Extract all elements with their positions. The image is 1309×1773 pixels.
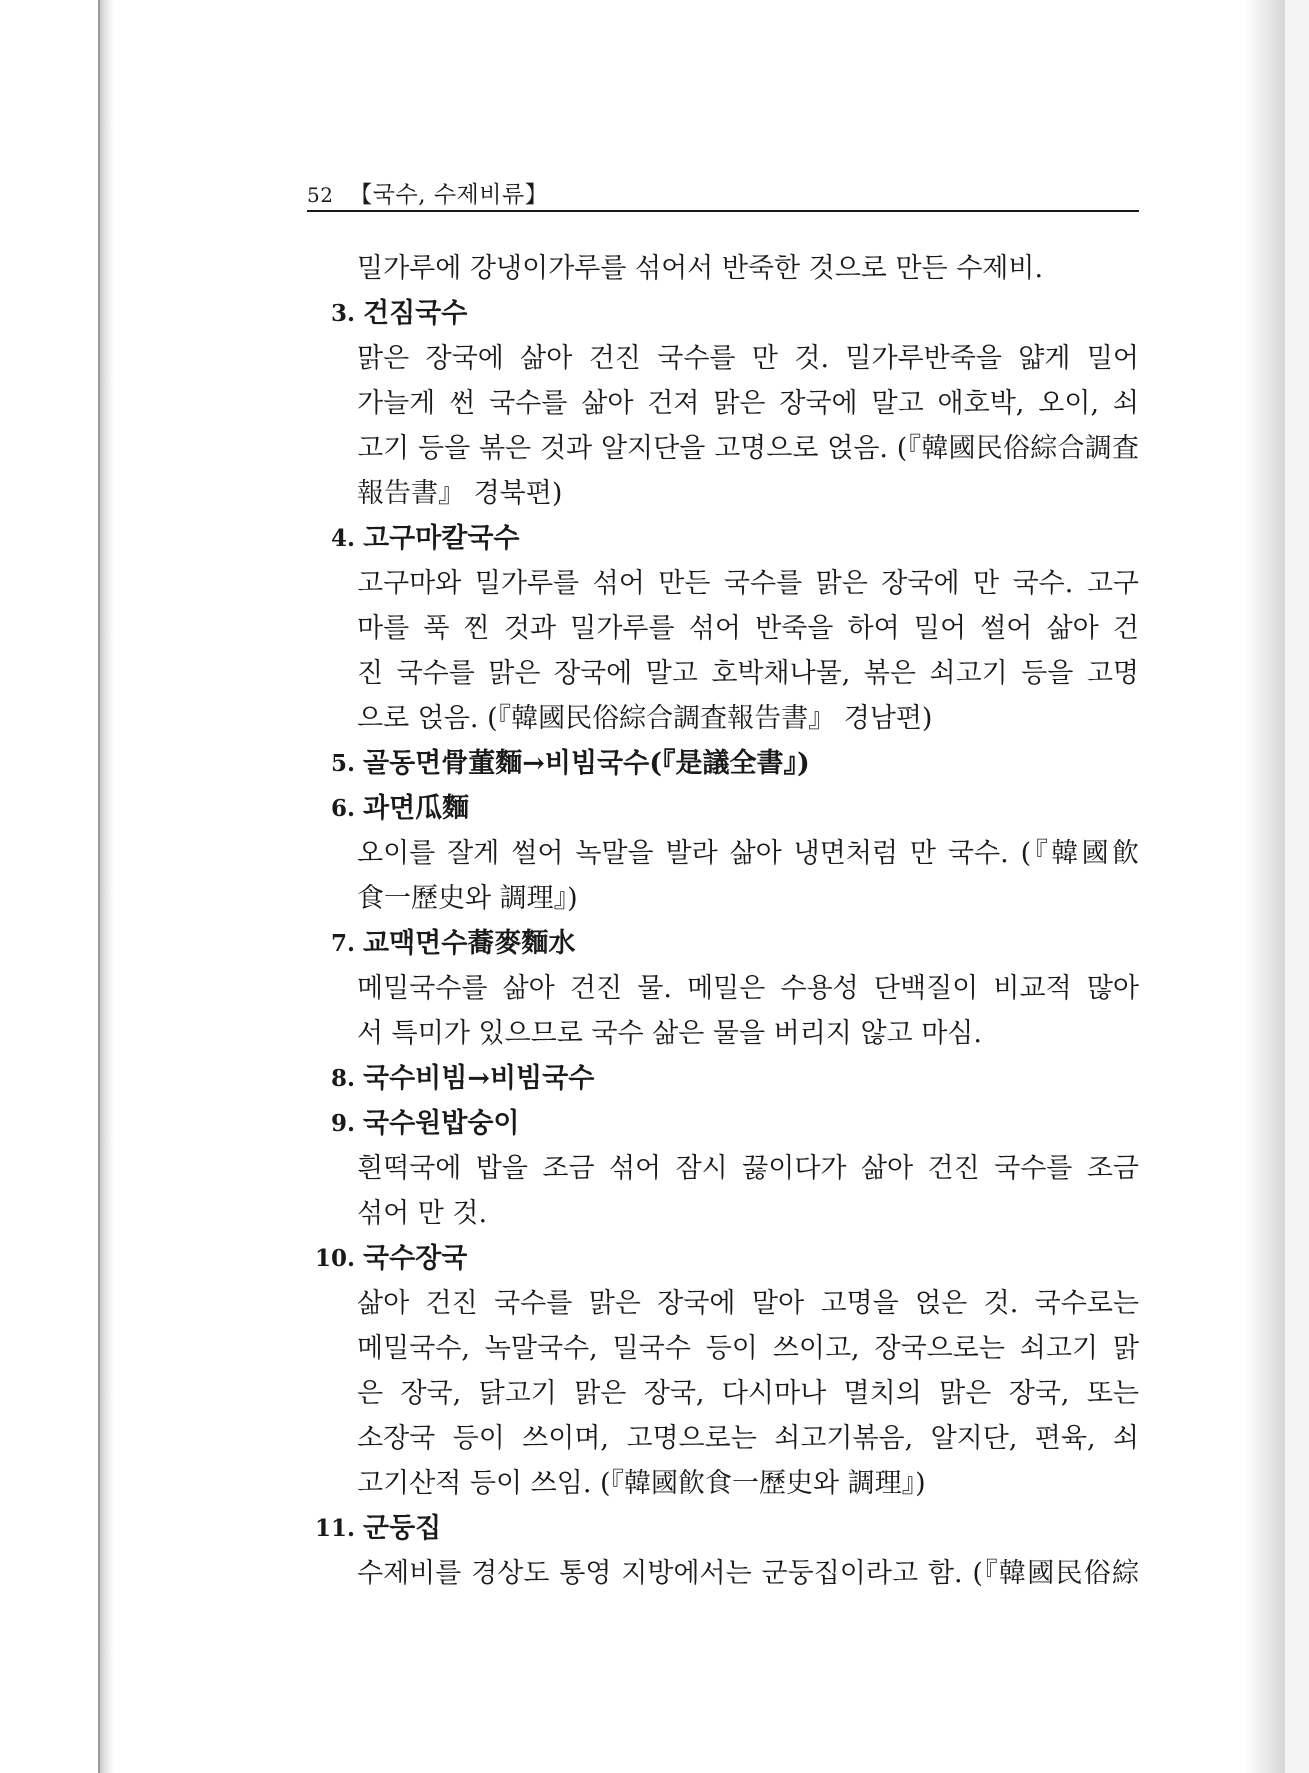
entry-text: 食一歷史와 調理』) xyxy=(357,883,578,914)
entry-heading xyxy=(305,1101,1139,1146)
entry-number: 4. xyxy=(330,525,355,552)
page-number: 52 xyxy=(307,183,334,207)
entry-number: 3. xyxy=(330,300,355,327)
header-rule xyxy=(307,210,1139,212)
entry-text: 진 국수를 맑은 장국에 말고 호박채나물, 볶은 쇠고기 등을 고명 xyxy=(357,658,1139,689)
page-body xyxy=(305,246,1139,1596)
entry-text: 은 장국, 닭고기 맑은 장국, 다시마나 멸치의 맑은 장국, 또는 xyxy=(357,1378,1139,1409)
entry-text: 가늘게 썬 국수를 삶아 건져 맑은 장국에 말고 애호박, 오이, 쇠 xyxy=(357,388,1139,419)
entry-text: 고기 등을 볶은 것과 알지단을 고명으로 얹음. (『韓國民俗綜合調査 xyxy=(357,433,1139,464)
entry-text: 맑은 장국에 삶아 건진 국수를 만 것. 밀가루반죽을 얇게 밀어 xyxy=(357,343,1139,374)
entry-heading xyxy=(305,741,1139,786)
entry-heading xyxy=(305,1056,1139,1101)
entry-heading xyxy=(305,291,1139,336)
entry-text: 섞어 만 것. xyxy=(357,1198,488,1229)
entry-text: 메밀국수, 녹말국수, 밀국수 등이 쓰이고, 장국으로는 쇠고기 맑 xyxy=(357,1333,1139,1364)
entry-heading xyxy=(305,1236,1139,1281)
entry-number: 11. xyxy=(314,1515,355,1542)
section-title: 【국수, 수제비류】 xyxy=(349,182,549,208)
entry-text: 으로 얹음. (『韓國民俗綜合調査報告書』 경남편) xyxy=(357,703,933,734)
entry-title: 고구마칼국수 xyxy=(363,523,520,554)
entry-heading xyxy=(305,1506,1139,1551)
page-edge xyxy=(98,0,100,1773)
entry-title: 건짐국수 xyxy=(363,298,468,329)
entry-title: 국수원밥숭이 xyxy=(363,1108,520,1139)
book-spine-shadow xyxy=(98,0,114,1773)
entry-text: 삶아 건진 국수를 맑은 장국에 말아 고명을 얹은 것. 국수로는 xyxy=(357,1288,1139,1319)
entry-number: 6. xyxy=(330,795,355,822)
entry-text: 고구마와 밀가루를 섞어 만든 국수를 맑은 장국에 만 국수. 고구 xyxy=(357,568,1139,599)
entry-text: 報告書』 경북편) xyxy=(357,478,563,509)
entry-title: 군둥집 xyxy=(363,1513,442,1544)
continued-line: 밀가루에 강냉이가루를 섞어서 반죽한 것으로 만든 수제비. xyxy=(357,253,1044,284)
entry-number: 7. xyxy=(330,930,355,957)
entry-heading xyxy=(305,516,1139,561)
entry-number: 10. xyxy=(314,1245,355,1272)
entry-text: 수제비를 경상도 통영 지방에서는 군둥집이라고 함. (『韓國民俗綜 xyxy=(357,1558,1139,1589)
entry-title: 교맥면수蕎麥麵水 xyxy=(363,928,576,959)
entry-number: 9. xyxy=(330,1110,355,1137)
entry-number: 5. xyxy=(330,750,355,777)
entry-text: 메밀국수를 삶아 건진 물. 메밀은 수용성 단백질이 비교적 많아 xyxy=(357,973,1139,1004)
entry-text: 서 특미가 있으므로 국수 삶은 물을 버리지 않고 마심. xyxy=(357,1018,982,1049)
entry-text: 마를 푹 찐 것과 밀가루를 섞어 반죽을 하여 밀어 썰어 삶아 건 xyxy=(357,613,1139,644)
entry-title: 과면瓜麵 xyxy=(363,793,470,824)
right-edge-shadow xyxy=(1245,0,1285,1773)
entry-title: 국수비빔→비빔국수 xyxy=(363,1063,595,1094)
entry-text: 소장국 등이 쓰이며, 고명으로는 쇠고기볶음, 알지단, 편육, 쇠 xyxy=(357,1423,1139,1454)
entry-text: 오이를 잘게 썰어 녹말을 발라 삶아 냉면처럼 만 국수. (『韓國飮 xyxy=(357,838,1139,869)
entry-number: 8. xyxy=(330,1065,355,1092)
entry-heading xyxy=(305,786,1139,831)
running-header xyxy=(307,176,548,209)
entry-title: 골동면骨董麵→비빔국수(『是議全書』) xyxy=(363,748,810,779)
entry-text: 고기산적 등이 쓰임. (『韓國飮食一歷史와 調理』) xyxy=(357,1468,926,1499)
entry-title: 국수장국 xyxy=(363,1243,468,1274)
entry-heading xyxy=(305,921,1139,966)
entry-text: 흰떡국에 밥을 조금 섞어 잠시 끓이다가 삶아 건진 국수를 조금 xyxy=(357,1153,1139,1184)
